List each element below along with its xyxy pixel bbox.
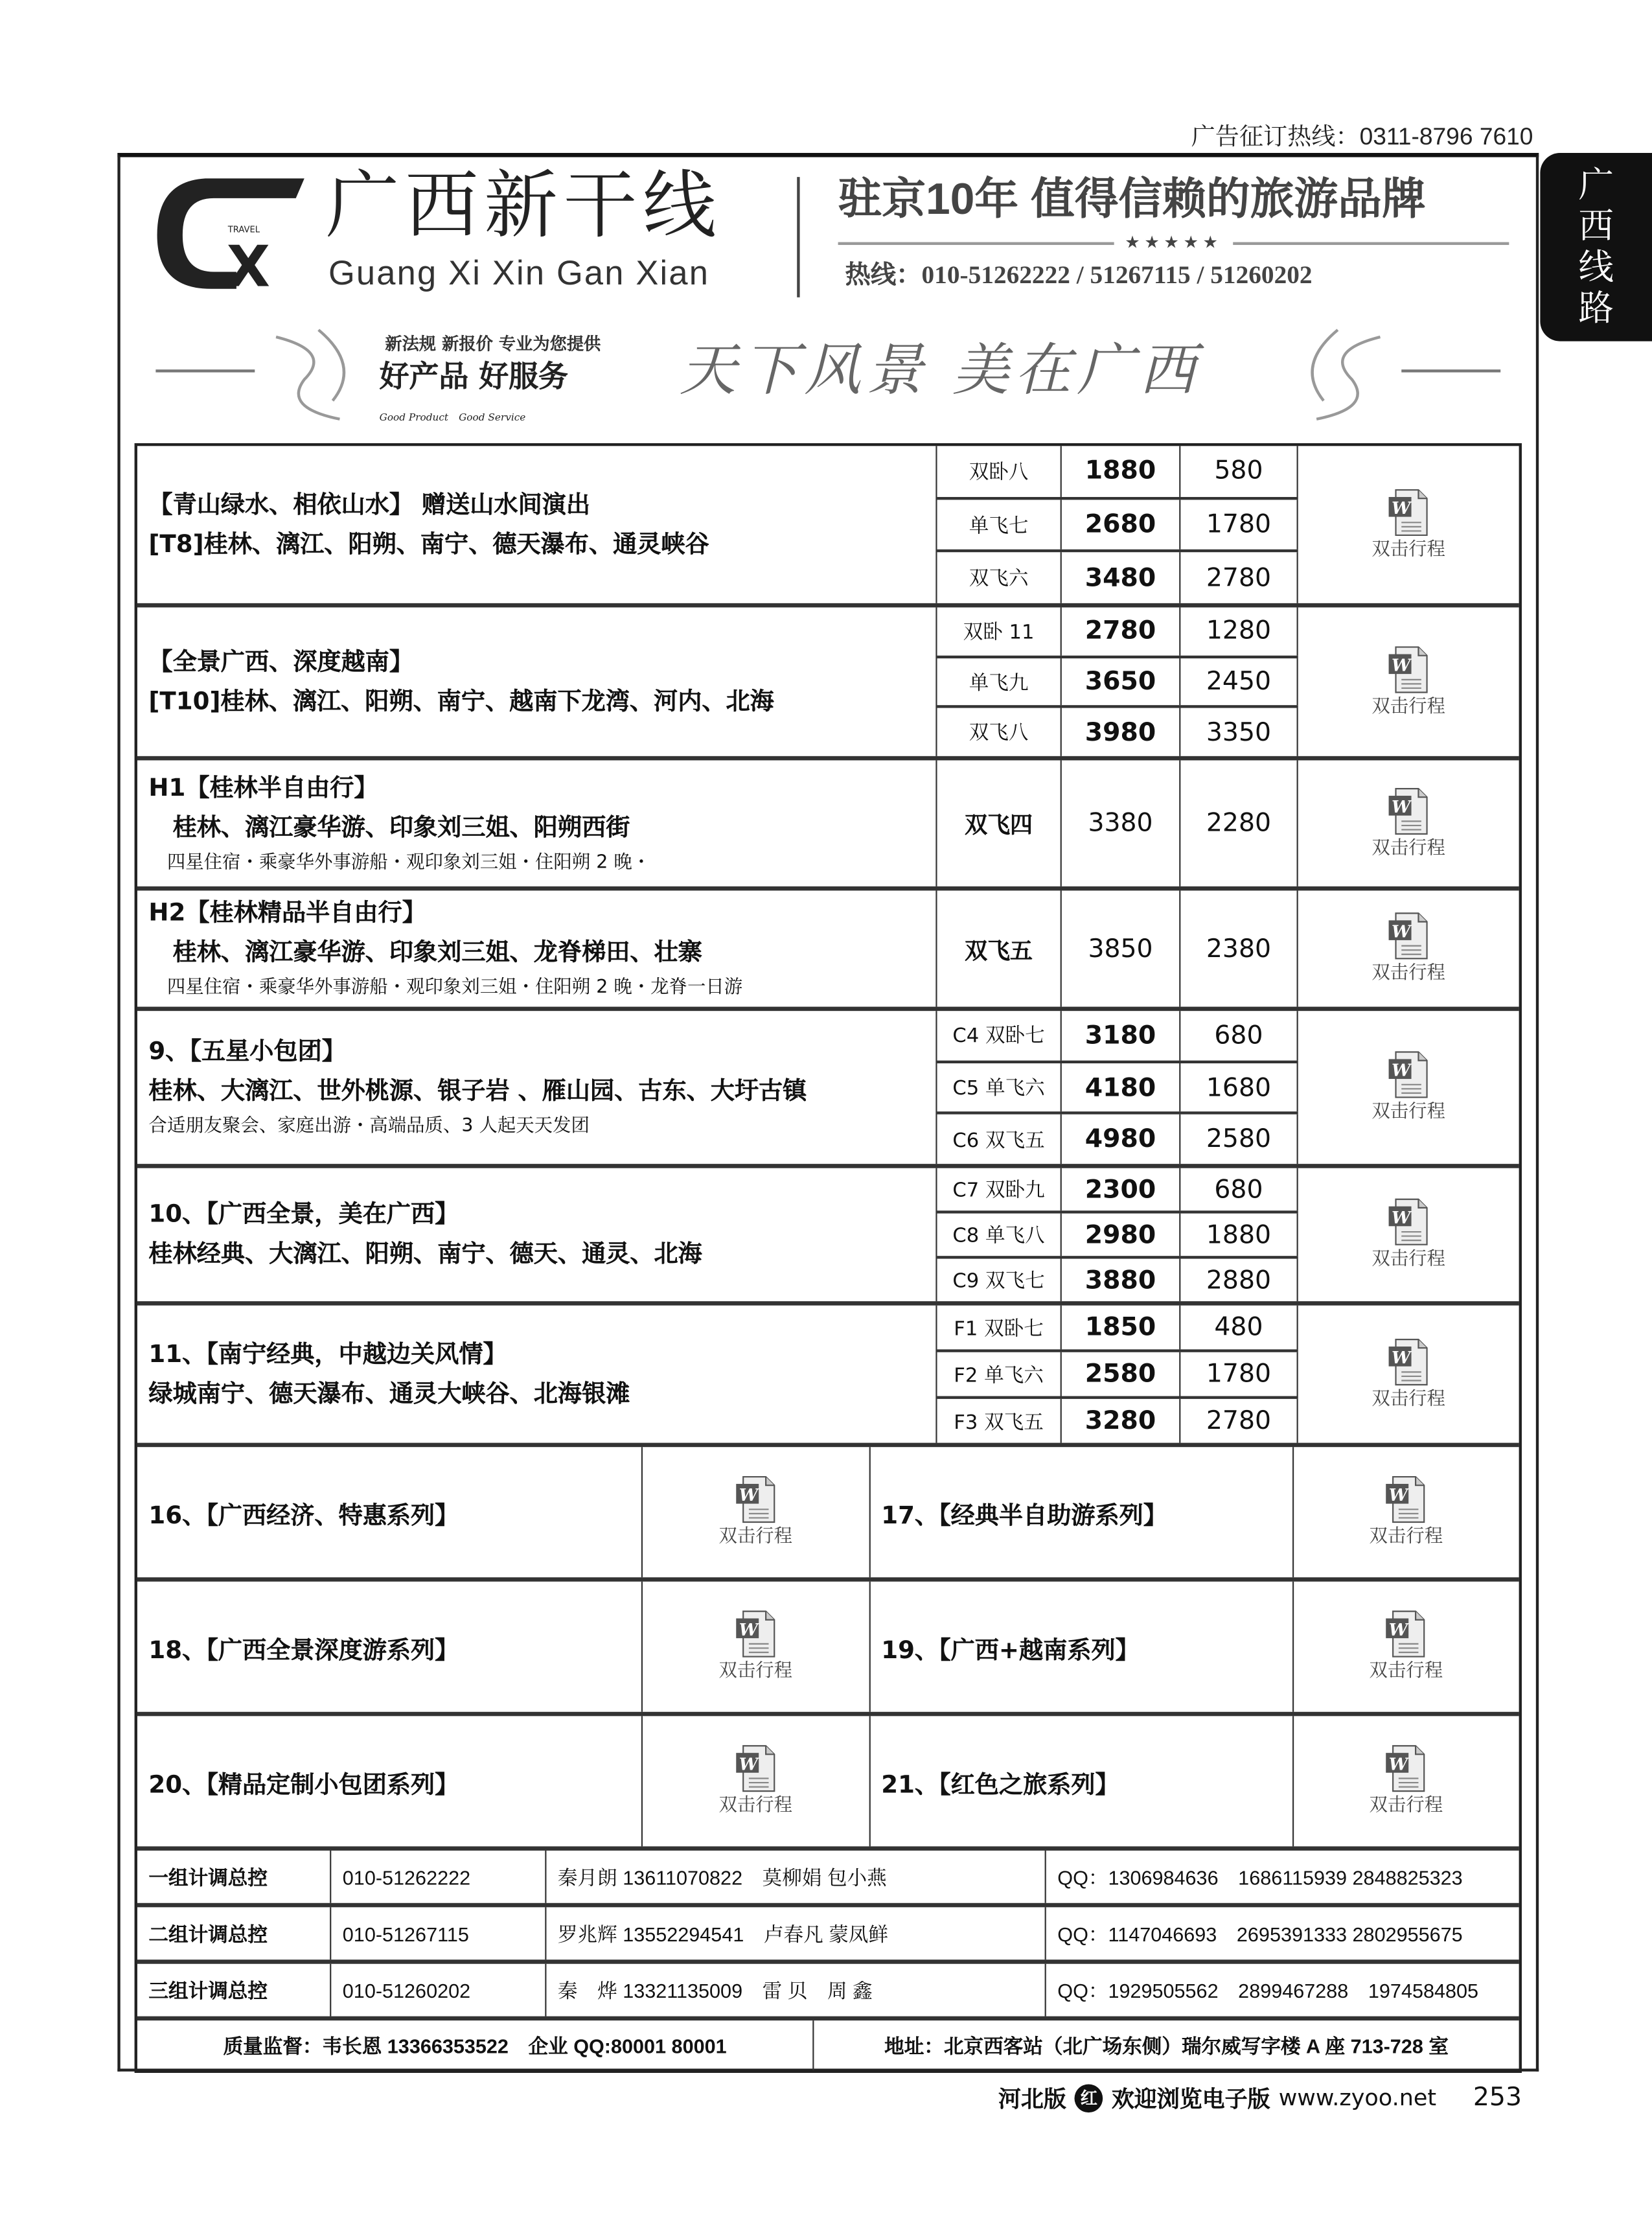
price-option xyxy=(937,500,1298,553)
tour-row xyxy=(137,1011,1519,1168)
brand-name-en: Guang Xi Xin Gan Xian xyxy=(328,255,710,294)
child-price: 1280 xyxy=(1180,607,1298,655)
adult-price: 3980 xyxy=(1062,708,1181,756)
tour-line: 桂林、大漓江、世外桃源、银子岩 、雁山园、古东、大圩古镇 xyxy=(148,1077,807,1106)
price-option xyxy=(937,1063,1298,1115)
footer-row xyxy=(137,2020,1519,2070)
price-options xyxy=(937,760,1298,886)
itinerary-label: 双击行程 xyxy=(1371,1102,1445,1123)
child-price: 1780 xyxy=(1180,500,1298,550)
itinerary-label: 双击行程 xyxy=(1369,1661,1443,1682)
child-price: 680 xyxy=(1180,1011,1298,1060)
tour-note: 合适朋友聚会、家庭出游・高端品质、3 人起天天发团 xyxy=(148,1115,590,1137)
child-price: 680 xyxy=(1180,1168,1298,1211)
itinerary-label: 双击行程 xyxy=(1371,837,1445,859)
child-price: 580 xyxy=(1180,446,1298,496)
child-price: 3350 xyxy=(1180,708,1298,756)
adult-price: 1850 xyxy=(1062,1306,1181,1350)
transport-type: C8 单飞八 xyxy=(937,1214,1062,1256)
tour-line: 11、【南宁经典，中越边关风情】 xyxy=(148,1340,507,1369)
welcome-text: 欢迎浏览电子版 xyxy=(1111,2085,1270,2113)
series-name[interactable]: 16、【广西经济、特惠系列】 xyxy=(137,1447,643,1577)
price-option xyxy=(937,607,1298,658)
itinerary-label: 双击行程 xyxy=(1371,538,1445,561)
adult-price: 2300 xyxy=(1062,1168,1181,1211)
tour-line: 桂林经典、大漓江、阳朔、南宁、德天、通灵、北海 xyxy=(148,1240,702,1269)
series-row xyxy=(137,1447,1519,1582)
itinerary-button[interactable] xyxy=(1298,446,1519,603)
banner-subtitle: 新法规 新报价 专业为您提供 xyxy=(385,334,601,354)
banner-good-product xyxy=(380,360,568,428)
group-phone: 010-51267115 xyxy=(331,1907,546,1960)
itinerary-button[interactable] xyxy=(1298,1011,1519,1164)
tour-list xyxy=(137,446,1519,1447)
page-footer xyxy=(998,2081,1522,2114)
contact-row xyxy=(137,1851,1519,1907)
adult-price: 4980 xyxy=(1062,1115,1181,1164)
itinerary-button[interactable] xyxy=(643,1447,870,1577)
series-name[interactable]: 18、【广西全景深度游系列】 xyxy=(137,1582,643,1712)
contact-row xyxy=(137,1907,1519,1963)
tour-description xyxy=(137,890,937,1006)
svg-text:W: W xyxy=(1391,1347,1411,1368)
price-options xyxy=(937,890,1298,1006)
transport-type: C9 双飞七 xyxy=(937,1259,1062,1302)
star-rating xyxy=(838,232,1509,252)
price-options xyxy=(937,1011,1298,1164)
tour-line: [T8]桂林、漓江、阳朔、南宁、德天瀑布、通灵峡谷 xyxy=(148,530,709,559)
transport-type: F1 双卧七 xyxy=(937,1306,1062,1350)
adult-price: 4180 xyxy=(1062,1063,1181,1112)
child-price: 2380 xyxy=(1180,890,1298,1006)
adult-price: 2780 xyxy=(1062,607,1181,655)
price-options xyxy=(937,446,1298,603)
tour-line: 【全景广西、深度越南】 xyxy=(148,647,414,676)
group-name: 二组计调总控 xyxy=(137,1907,331,1960)
adult-price: 3480 xyxy=(1062,553,1181,603)
header-divider xyxy=(797,177,799,297)
price-option xyxy=(937,446,1298,499)
itinerary-button[interactable] xyxy=(1298,890,1519,1006)
transport-type: 双飞五 xyxy=(937,890,1062,1006)
site-url[interactable]: www.zyoo.net xyxy=(1278,2084,1437,2111)
qq-numbers: QQ：1147046693 2695391333 2802955675 xyxy=(1057,1922,1463,1945)
price-options xyxy=(937,1168,1298,1301)
itinerary-label: 双击行程 xyxy=(1371,695,1445,717)
transport-type: C6 双飞五 xyxy=(937,1115,1062,1164)
tour-line: 绿城南宁、德天瀑布、通灵大峡谷、北海银滩 xyxy=(148,1380,630,1409)
child-price: 1780 xyxy=(1180,1352,1298,1396)
svg-text:W: W xyxy=(739,1619,758,1640)
itinerary-label: 双击行程 xyxy=(718,1526,793,1548)
word-document-icon xyxy=(1387,645,1430,693)
svg-text:TRAVEL: TRAVEL xyxy=(227,225,260,235)
word-document-icon xyxy=(1387,488,1430,536)
svg-text:W: W xyxy=(1391,498,1411,518)
word-document-icon xyxy=(735,1475,777,1523)
child-price: 2450 xyxy=(1180,658,1298,706)
tour-line: 【青山绿水、相依山水】 赠送山水间演出 xyxy=(148,491,591,519)
itinerary-button[interactable] xyxy=(1293,1447,1519,1577)
tour-row xyxy=(137,1168,1519,1306)
qq-numbers: QQ：1306984636 1686115939 2848825323 xyxy=(1057,1865,1463,1888)
tour-description xyxy=(137,1306,937,1443)
itinerary-button[interactable] xyxy=(1298,607,1519,756)
tour-note: 四星住宿・乘豪华外事游船・观印象刘三姐・住阳朔 2 晚・龙脊一日游 xyxy=(148,977,743,999)
itinerary-button[interactable] xyxy=(1298,1306,1519,1443)
adult-price: 3850 xyxy=(1062,890,1181,1006)
transport-type: C7 双卧九 xyxy=(937,1168,1062,1211)
ad-hotline: 广告征订热线：0311-8796 7610 xyxy=(1191,123,1533,150)
series-row xyxy=(137,1582,1519,1717)
adult-price: 1880 xyxy=(1062,446,1181,496)
quality-supervision: 质量监督：韦长恩 13366353522 企业 QQ:80001 80001 xyxy=(137,2020,814,2070)
tour-note: 四星住宿・乘豪华外事游船・观印象刘三姐・住阳朔 2 晚・ xyxy=(148,851,651,873)
child-price: 2880 xyxy=(1180,1259,1298,1302)
adult-price: 3650 xyxy=(1062,658,1181,706)
brand-name-cn: 广西新干线 xyxy=(325,164,722,249)
adult-price: 3880 xyxy=(1062,1259,1181,1302)
adult-price: 2980 xyxy=(1062,1214,1181,1256)
tour-line: H1【桂林半自由行】 xyxy=(148,774,378,802)
series-name[interactable]: 19、【广西+越南系列】 xyxy=(870,1582,1293,1712)
price-option xyxy=(937,1352,1298,1399)
brand-hotline: 热线：010-51262222 / 51267115 / 51260202 xyxy=(845,260,1313,289)
itinerary-label: 双击行程 xyxy=(1371,1249,1445,1271)
good-service-en: Good Service xyxy=(459,411,526,424)
transport-type: 双卧八 xyxy=(937,446,1062,496)
adult-price: 2580 xyxy=(1062,1352,1181,1396)
tour-line: 9、【五星小包团】 xyxy=(148,1037,346,1067)
tour-line: H2【桂林精品半自由行】 xyxy=(148,899,426,928)
itinerary-label: 双击行程 xyxy=(1371,962,1445,984)
price-option xyxy=(937,1115,1298,1164)
price-option xyxy=(937,553,1298,603)
group-name: 三组计调总控 xyxy=(137,1964,331,2017)
itinerary-button[interactable] xyxy=(643,1716,870,1846)
staff-phones: 秦 烨 13321135009 雷 贝 周 鑫 xyxy=(546,1964,1046,2017)
price-options xyxy=(937,1306,1298,1443)
svg-text:X: X xyxy=(226,233,271,294)
itinerary-button[interactable] xyxy=(1298,760,1519,886)
tab-char: 线 xyxy=(1578,246,1614,288)
transport-type: 单飞七 xyxy=(937,500,1062,550)
child-price: 2780 xyxy=(1180,553,1298,603)
word-document-icon xyxy=(735,1610,777,1658)
series-name[interactable]: 20、【精品定制小包团系列】 xyxy=(137,1716,643,1846)
word-document-icon xyxy=(1385,1475,1428,1523)
svg-text:W: W xyxy=(1391,1060,1411,1081)
tour-row xyxy=(137,890,1519,1011)
child-price: 2580 xyxy=(1180,1115,1298,1164)
itinerary-label: 双击行程 xyxy=(718,1661,793,1682)
price-option xyxy=(937,658,1298,708)
transport-type: 双飞六 xyxy=(937,553,1062,603)
itinerary-label: 双击行程 xyxy=(718,1795,793,1817)
word-document-icon xyxy=(1385,1744,1428,1792)
contact-table xyxy=(137,1851,1519,2020)
itinerary-button[interactable] xyxy=(643,1582,870,1712)
svg-text:W: W xyxy=(1389,1619,1408,1640)
tab-char: 广 xyxy=(1578,164,1614,205)
itinerary-label: 双击行程 xyxy=(1369,1526,1443,1548)
svg-text:W: W xyxy=(739,1754,758,1775)
adult-price: 2680 xyxy=(1062,500,1181,550)
tour-row xyxy=(137,1306,1519,1448)
price-option xyxy=(937,890,1298,1006)
itinerary-button[interactable] xyxy=(1293,1716,1519,1846)
tour-line: 10、【广西全景，美在广西】 xyxy=(148,1200,459,1229)
tour-line: [T10]桂林、漓江、阳朔、南宁、越南下龙湾、河内、北海 xyxy=(148,687,774,716)
transport-type: C4 双卧七 xyxy=(937,1011,1062,1060)
series-row xyxy=(137,1716,1519,1851)
price-option xyxy=(937,1168,1298,1214)
word-document-icon xyxy=(1385,1610,1428,1658)
word-document-icon xyxy=(1387,1198,1430,1246)
adult-price: 3280 xyxy=(1062,1399,1181,1443)
series-name[interactable]: 17、【经典半自助游系列】 xyxy=(870,1447,1293,1577)
slogan: 驻京10年 值得信赖的旅游品牌 xyxy=(838,174,1426,224)
good-product-en: Good Product xyxy=(379,411,449,424)
svg-text:W: W xyxy=(1391,796,1411,817)
good-text: 好产品 好服务 xyxy=(379,360,568,394)
series-name[interactable]: 21、【红色之旅系列】 xyxy=(870,1716,1293,1846)
word-document-icon xyxy=(735,1744,777,1792)
staff-phones: 秦月朗 13611070822 莫柳娟 包小燕 xyxy=(546,1851,1046,1903)
svg-text:W: W xyxy=(1391,1207,1411,1228)
word-document-icon xyxy=(1387,1337,1430,1385)
price-option xyxy=(937,708,1298,756)
brand-logo-icon xyxy=(148,173,311,294)
price-option xyxy=(937,1306,1298,1352)
child-price: 1680 xyxy=(1180,1063,1298,1112)
tour-row xyxy=(137,607,1519,760)
transport-type: 双飞四 xyxy=(937,760,1062,886)
tour-line: 桂林、漓江豪华游、印象刘三姐、龙脊梯田、壮寨 xyxy=(148,938,702,967)
word-document-icon xyxy=(1387,787,1430,835)
red-badge-icon: 红 xyxy=(1075,2083,1103,2112)
itinerary-label: 双击行程 xyxy=(1369,1795,1443,1817)
itinerary-button[interactable] xyxy=(1298,1168,1519,1301)
svg-text:W: W xyxy=(1389,1485,1408,1506)
tab-char: 西 xyxy=(1578,205,1614,247)
transport-type: C5 单飞六 xyxy=(937,1063,1062,1112)
adult-price: 3380 xyxy=(1062,760,1181,886)
child-price: 1880 xyxy=(1180,1214,1298,1256)
transport-type: 双卧 11 xyxy=(937,607,1062,655)
transport-type: 双飞八 xyxy=(937,708,1062,756)
itinerary-label: 双击行程 xyxy=(1371,1388,1445,1410)
banner-calligraphy: 天下风景 美在广西 xyxy=(679,338,1202,404)
svg-text:W: W xyxy=(739,1485,758,1506)
series-list xyxy=(137,1447,1519,1851)
tab-char: 路 xyxy=(1578,287,1614,329)
svg-text:W: W xyxy=(1391,921,1411,942)
tour-description xyxy=(137,607,937,756)
tour-description xyxy=(137,446,937,603)
tour-description xyxy=(137,1011,937,1164)
word-document-icon xyxy=(1387,1050,1430,1098)
price-option xyxy=(937,1011,1298,1063)
group-name: 一组计调总控 xyxy=(137,1851,331,1903)
group-phone: 010-51260202 xyxy=(331,1964,546,2017)
page-number: 253 xyxy=(1473,2083,1522,2113)
stars-text: ★★★★★ xyxy=(1114,232,1233,252)
transport-type: F3 双飞五 xyxy=(937,1399,1062,1443)
tour-description xyxy=(137,760,937,886)
tour-row xyxy=(137,446,1519,607)
tour-description xyxy=(137,1168,937,1301)
transport-type: 单飞九 xyxy=(937,658,1062,706)
price-option xyxy=(937,1399,1298,1443)
tour-row xyxy=(137,760,1519,890)
word-document-icon xyxy=(1387,912,1430,960)
adult-price: 3180 xyxy=(1062,1011,1181,1060)
transport-type: F2 单飞六 xyxy=(937,1352,1062,1396)
staff-phones: 罗兆辉 13552294541 卢春凡 蒙凤鲜 xyxy=(546,1907,1046,1960)
contact-row xyxy=(137,1964,1519,2020)
address: 地址：北京西客站（北广场东侧）瑞尔威写字楼 A 座 713-728 室 xyxy=(884,2033,1449,2057)
tour-line: 桂林、漓江豪华游、印象刘三姐、阳朔西街 xyxy=(148,813,630,842)
qq-numbers: QQ：1929505562 2899467288 1974584805 xyxy=(1057,1978,1479,2002)
price-options xyxy=(937,607,1298,756)
itinerary-button[interactable] xyxy=(1293,1582,1519,1712)
price-option xyxy=(937,760,1298,886)
tour-price-table xyxy=(135,443,1522,2073)
price-option xyxy=(937,1259,1298,1302)
section-tab[interactable] xyxy=(1540,153,1652,341)
svg-text:W: W xyxy=(1389,1754,1408,1775)
svg-text:W: W xyxy=(1391,654,1411,675)
edition: 河北版 xyxy=(998,2085,1066,2113)
price-option xyxy=(937,1214,1298,1259)
child-price: 2780 xyxy=(1180,1399,1298,1443)
child-price: 480 xyxy=(1180,1306,1298,1350)
child-price: 2280 xyxy=(1180,760,1298,886)
group-phone: 010-51262222 xyxy=(331,1851,546,1903)
